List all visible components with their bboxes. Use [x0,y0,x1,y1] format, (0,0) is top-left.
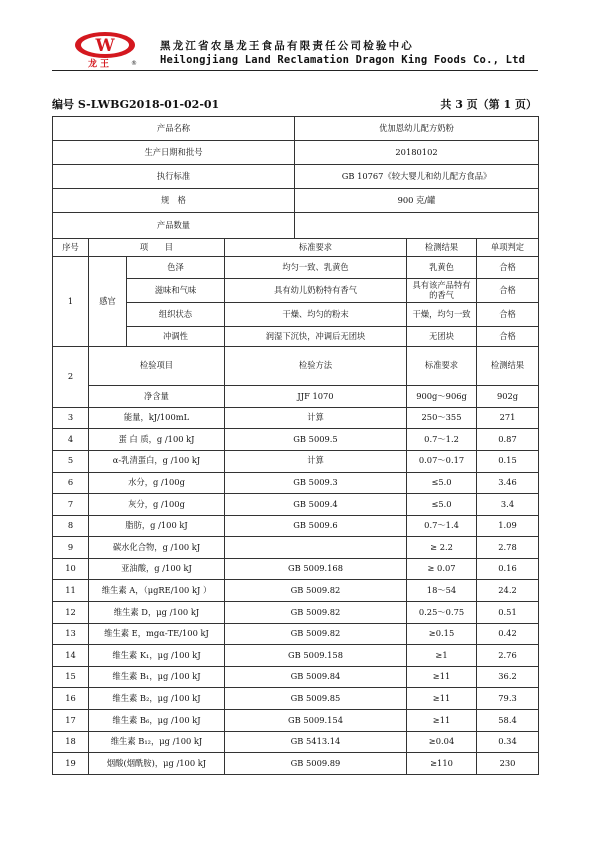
col-header-item: 项 目 [89,239,225,257]
test-method: GB 5009.168 [225,558,407,580]
sensory-header-row [53,239,539,257]
test-row [53,623,539,645]
test-item: 水分，g /100g [89,472,225,494]
test-no: 16 [53,688,89,710]
sensory-result: 无团块 [407,327,477,347]
test-item: 能量，kJ/100mL [89,407,225,429]
test-result: 24.2 [477,580,539,602]
test-result: 3.4 [477,494,539,516]
inspection-table [52,116,539,775]
test-method: GB 5009.85 [225,688,407,710]
test-requirement: 0.7～1.2 [407,429,477,451]
test-item: 亚油酸，g /100 kJ [89,558,225,580]
test-no: 12 [53,602,89,624]
sensory-item: 组织状态 [127,303,225,327]
test-method: 计算 [225,450,407,472]
col-header-result: 检测结果 [407,239,477,257]
test-row [53,407,539,429]
test-result: 0.87 [477,429,539,451]
test-item: 灰分，g /100g [89,494,225,516]
test-requirement: ≥1 [407,645,477,667]
sensory-result: 具有该产品特有的香气 [407,279,477,303]
test-result: 2.76 [477,645,539,667]
test-item: 维生素 B₁₂，μg /100 kJ [89,731,225,753]
sensory-row [53,257,539,279]
test-row [53,602,539,624]
test-method: GB 5009.4 [225,494,407,516]
test-requirement: ≥11 [407,666,477,688]
test-requirement: ≥110 [407,753,477,775]
test-no: 9 [53,537,89,559]
test-group-no: 2 [53,347,89,408]
test-method: GB 5009.82 [225,602,407,624]
test-method: GB 5009.154 [225,710,407,732]
sensory-verdict: 合格 [477,279,539,303]
test-row [53,429,539,451]
test-no: 18 [53,731,89,753]
test-method: GB 5009.158 [225,645,407,667]
test-no: 14 [53,645,89,667]
test-item: 维生素 B₁，μg /100 kJ [89,666,225,688]
test-no: 10 [53,558,89,580]
test-row [53,494,539,516]
test-requirement: ≥0.15 [407,623,477,645]
test-requirement: 18～54 [407,580,477,602]
col-header-verdict: 单项判定 [477,239,539,257]
test-result: 271 [477,407,539,429]
info-label: 生产日期和批号 [53,141,295,165]
test-row [53,386,539,408]
test-result: 1.09 [477,515,539,537]
sensory-no: 1 [53,257,89,347]
test-result: 58.4 [477,710,539,732]
test-item: 脂肪，g /100 kJ [89,515,225,537]
test-method: GB 5009.84 [225,666,407,688]
test-no: 3 [53,407,89,429]
test-item: 维生素 E，mgα-TE/100 kJ [89,623,225,645]
test-result: 0.15 [477,450,539,472]
test-item: 烟酸(烟酰胺)，μg /100 kJ [89,753,225,775]
test-result: 3.46 [477,472,539,494]
test-no: 5 [53,450,89,472]
test-no: 6 [53,472,89,494]
test-row [53,731,539,753]
test-item: α-乳清蛋白，g /100 kJ [89,450,225,472]
logo-registered-mark: ® [131,60,137,67]
test-result: 0.51 [477,602,539,624]
logo-text: 龙王 [87,59,113,68]
info-row-standard [53,165,539,189]
test-requirement: ≥11 [407,688,477,710]
test-requirement: 250～355 [407,407,477,429]
info-value [295,213,539,239]
test-row [53,645,539,667]
test-requirement: 0.25～0.75 [407,602,477,624]
info-row-product-name [53,117,539,141]
test-row [53,472,539,494]
sensory-requirement: 干燥、均匀的粉末 [225,303,407,327]
info-label: 规 格 [53,189,295,213]
test-no: 11 [53,580,89,602]
test-method: GB 5009.89 [225,753,407,775]
test-row [53,710,539,732]
sensory-requirement: 润湿下沉快，冲调后无团块 [225,327,407,347]
test-method: 计算 [225,407,407,429]
test-row [53,580,539,602]
test-no: 8 [53,515,89,537]
test-requirement: ≥11 [407,710,477,732]
test-item: 碳水化合物，g /100 kJ [89,537,225,559]
sensory-verdict: 合格 [477,257,539,279]
test-requirement: 0.07～0.17 [407,450,477,472]
test-requirement: ≤5.0 [407,494,477,516]
sensory-result: 乳黄色 [407,257,477,279]
test-method: GB 5413.14 [225,731,407,753]
test-row [53,515,539,537]
page-count: 共 3 页（第 1 页） [440,98,537,111]
test-item: 维生素 B₆，μg /100 kJ [89,710,225,732]
test-no: 17 [53,710,89,732]
header-rule [52,70,538,71]
info-value: 20180102 [295,141,539,165]
info-value: 优加恩幼儿配方奶粉 [295,117,539,141]
test-no: 19 [53,753,89,775]
logo-letter: W [95,36,115,56]
sensory-result: 干燥，均匀一致 [407,303,477,327]
sensory-verdict: 合格 [477,303,539,327]
col-header-result: 检测结果 [477,347,539,386]
sensory-verdict: 合格 [477,327,539,347]
test-row [53,753,539,775]
test-requirement: ≥ 2.2 [407,537,477,559]
test-method: GB 5009.6 [225,515,407,537]
test-item: 净含量 [89,386,225,408]
test-row [53,688,539,710]
info-row-quantity [53,213,539,239]
test-requirement: 900g～906g [407,386,477,408]
test-result: 0.42 [477,623,539,645]
test-no: 7 [53,494,89,516]
test-item: 维生素 K₁，μg /100 kJ [89,645,225,667]
col-header-requirement: 标准要求 [225,239,407,257]
test-method: GB 5009.82 [225,580,407,602]
test-method: GB 5009.5 [225,429,407,451]
test-method: GB 5009.3 [225,472,407,494]
test-row [53,558,539,580]
info-label: 执行标准 [53,165,295,189]
test-result: 230 [477,753,539,775]
sensory-requirement: 具有幼儿奶粉特有香气 [225,279,407,303]
test-item: 维生素 D，μg /100 kJ [89,602,225,624]
company-logo [72,30,138,68]
company-name-en: Heilongjiang Land Reclamation Dragon King Foods Co., Ltd [160,54,526,66]
col-header-test-item: 检验项目 [89,347,225,386]
test-result: 0.16 [477,558,539,580]
sensory-item: 色泽 [127,257,225,279]
sensory-requirement: 均匀一致、乳黄色 [225,257,407,279]
test-row [53,537,539,559]
test-no: 4 [53,429,89,451]
info-value: 900 克/罐 [295,189,539,213]
test-no: 15 [53,666,89,688]
test-item: 蛋 白 质，g /100 kJ [89,429,225,451]
info-row-spec [53,189,539,213]
col-header-method: 检验方法 [225,347,407,386]
test-row [53,450,539,472]
test-method: JJF 1070 [225,386,407,408]
sensory-item: 滋味和气味 [127,279,225,303]
test-requirement: ≥ 0.07 [407,558,477,580]
sensory-group: 感官 [89,257,127,347]
info-label: 产品数量 [53,213,295,239]
sensory-item: 冲调性 [127,327,225,347]
col-header-requirement: 标准要求 [407,347,477,386]
test-item: 维生素 A，（μgRE/100 kJ ） [89,580,225,602]
test-result: 2.78 [477,537,539,559]
document-number: 编号 S-LWBG2018-01-02-01 [52,98,220,111]
test-result: 79.3 [477,688,539,710]
info-label: 产品名称 [53,117,295,141]
test-requirement: ≥0.04 [407,731,477,753]
col-header-no: 序号 [53,239,89,257]
test-method [225,537,407,559]
company-name-cn: 黑龙江省农垦龙王食品有限责任公司检验中心 [160,40,414,52]
test-row [53,666,539,688]
test-method: GB 5009.82 [225,623,407,645]
info-row-batch [53,141,539,165]
test-result: 0.34 [477,731,539,753]
test-header-row [53,347,539,386]
test-result: 902g [477,386,539,408]
test-item: 维生素 B₂，μg /100 kJ [89,688,225,710]
test-no: 13 [53,623,89,645]
info-value: GB 10767《较大婴儿和幼儿配方食品》 [295,165,539,189]
test-requirement: 0.7～1.4 [407,515,477,537]
test-requirement: ≤5.0 [407,472,477,494]
test-result: 36.2 [477,666,539,688]
